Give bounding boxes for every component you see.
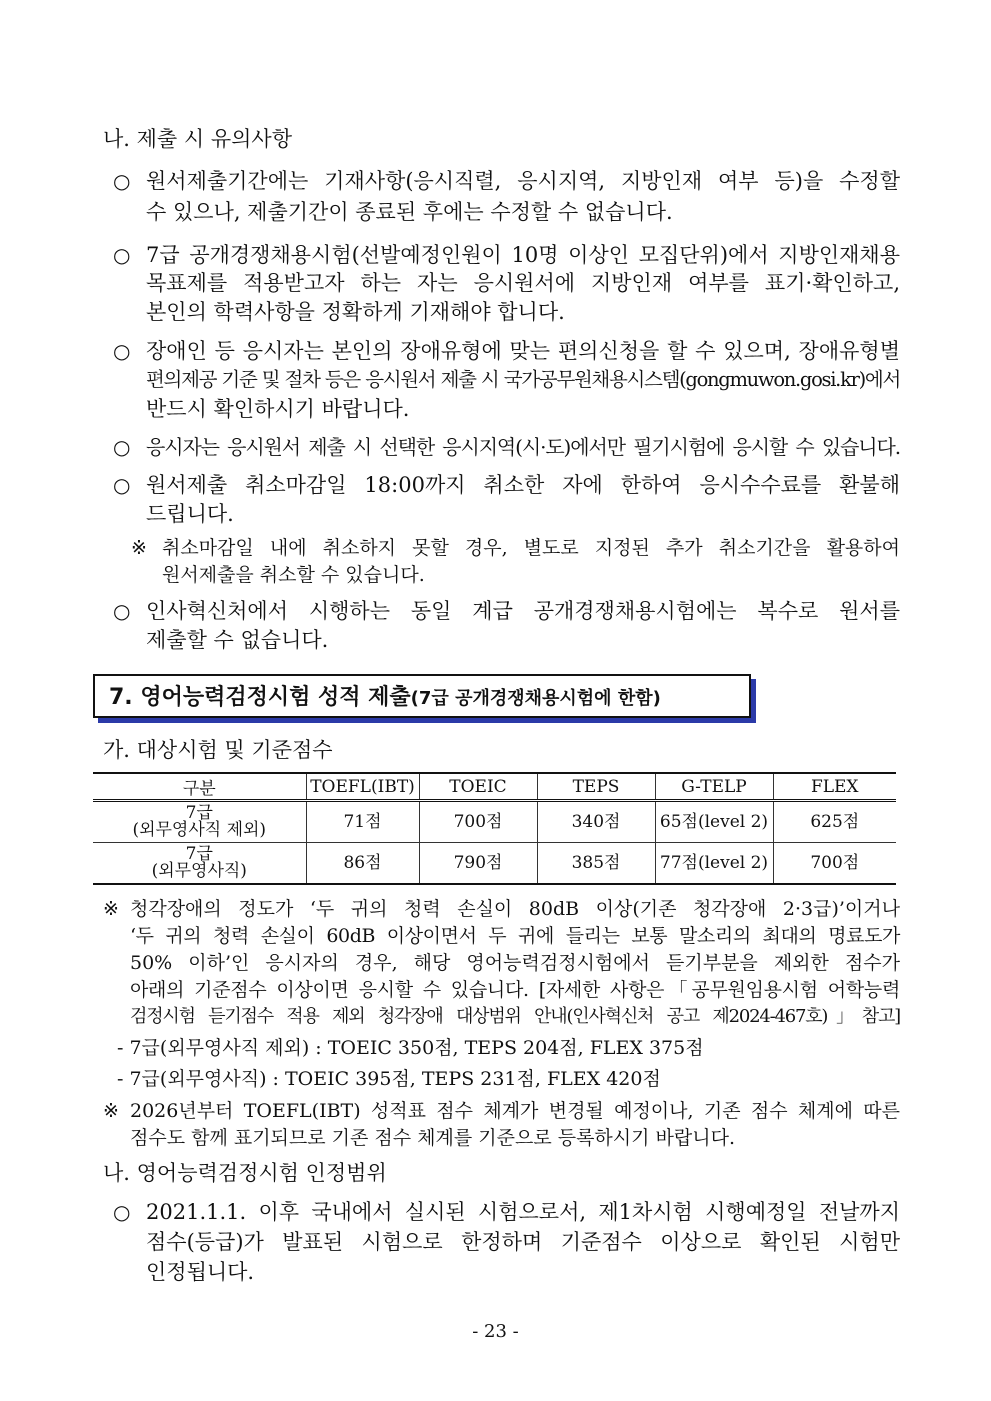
row-label: 7급 (외무영사직) [93, 843, 306, 885]
cancel-note-line-1: 취소마감일 내에 취소하지 못할 경우, 별도로 지정된 추가 취소기간을 활용하여 [162, 537, 900, 559]
item-3-line-3: 반드시 확인하시기 바랍니다. [146, 397, 410, 421]
item-2-line-2: 목표제를 적용받고자 하는 자는 응시원서에 지방인재 여부를 표기·확인하고, [146, 271, 900, 295]
bullet-icon: ○ [113, 169, 131, 193]
reference-mark-icon: ※ [131, 537, 147, 559]
cancel-note-line-2: 원서제출을 취소할 수 있습니다. [162, 564, 425, 586]
item-6-line-1: 인사혁신처에서 시행하는 동일 계급 공개경쟁채용시험에는 복수로 원서를 [146, 599, 900, 623]
page-number: - 23 - [472, 1321, 519, 1342]
hearing-note-line-5: 검정시험 듣기점수 적용 제외 청각장애 대상범위 안내(인사혁신처 공고 제2024-467호)」참고] [130, 1006, 900, 1027]
subsection-title-submission-notes: 나. 제출 시 유의사항 [103, 127, 292, 151]
toefl-note-line-2: 점수도 함께 표기되므로 기존 점수 체계를 기준으로 등록하시기 바랍니다. [130, 1127, 735, 1149]
bullet-icon: ○ [113, 435, 131, 459]
criteria-7grade-excl: - 7급(외무영사직 제외) : TOEIC 350점, TEPS 204점, FLEX 375점 [117, 1037, 704, 1059]
table-cell: 790점 [419, 843, 537, 885]
table-cell: 625점 [773, 801, 896, 843]
item-2-line-3: 본인의 학력사항을 정확하게 기재해야 합니다. [146, 300, 565, 324]
column-header: 구분 [93, 773, 306, 801]
table-cell: 65점(level 2) [655, 801, 773, 843]
item-5-line-2: 드립니다. [146, 502, 234, 526]
scope-line-2: 점수(등급)가 발표된 시험으로 한정하며 기준점수 이상으로 확인된 시험만 [146, 1230, 900, 1254]
bullet-icon: ○ [113, 473, 131, 497]
bullet-icon: ○ [113, 1200, 131, 1224]
column-header: FLEX [773, 773, 896, 801]
table-header-row [93, 773, 896, 801]
item-4-line-1: 응시자는 응시원서 제출 시 선택한 응시지역(시·도)에서만 필기시험에 응시할 수 있습니다. [146, 435, 900, 459]
column-header: G-TELP [655, 773, 773, 801]
table-cell: 86점 [306, 843, 419, 885]
section-7-heading [93, 674, 751, 718]
table-cell: 385점 [537, 843, 655, 885]
table-row [93, 801, 896, 843]
table-row [93, 843, 896, 885]
table-cell: 700점 [419, 801, 537, 843]
column-header: TEPS [537, 773, 655, 801]
criteria-7grade-foreign: - 7급(외무영사직) : TOEIC 395점, TEPS 231점, FLEX 420점 [117, 1068, 661, 1090]
table-cell: 71점 [306, 801, 419, 843]
table-cell: 700점 [773, 843, 896, 885]
subsection-title-target-tests: 가. 대상시험 및 기준점수 [103, 738, 333, 762]
section-7-subtitle: (7급 공개경쟁채용시험에 한함) [410, 688, 661, 709]
bullet-icon: ○ [113, 599, 131, 623]
bullet-icon: ○ [113, 243, 131, 267]
score-table [93, 772, 896, 885]
bullet-icon: ○ [113, 339, 131, 363]
scope-line-1: 2021.1.1. 이후 국내에서 실시된 시험으로서, 제1차시험 시행예정일 전날까지 [146, 1200, 900, 1224]
item-5-line-1: 원서제출 취소마감일 18:00까지 취소한 자에 한하여 응시수수료를 환불해 [146, 473, 900, 497]
reference-mark-icon: ※ [103, 1100, 119, 1122]
item-2-line-1: 7급 공개경쟁채용시험(선발예정인원이 10명 이상인 모집단위)에서 지방인재채용 [146, 243, 900, 267]
column-header: TOEIC [419, 773, 537, 801]
row-label: 7급 (외무영사직 제외) [93, 801, 306, 843]
item-6-line-2: 제출할 수 없습니다. [146, 628, 329, 652]
item-1-line-1: 원서제출기간에는 기재사항(응시직렬, 응시지역, 지방인재 여부 등)을 수정할 [146, 169, 900, 193]
section-7-title: 7. 영어능력검정시험 성적 제출 [109, 685, 411, 710]
item-1-line-2: 수 있으나, 제출기간이 종료된 후에는 수정할 수 없습니다. [146, 200, 673, 224]
hearing-note-line-1: 청각장애의 정도가 ‘두 귀의 청력 손실이 80dB 이상(기존 청각장애 2·3급)’이거나 [130, 898, 900, 920]
hearing-note-line-4: 아래의 기준점수 이상이면 응시할 수 있습니다. [자세한 사항은「공무원임용시험 어학능력 [130, 979, 900, 1001]
subsection-title-recognition-scope: 나. 영어능력검정시험 인정범위 [103, 1161, 387, 1185]
scope-line-3: 인정됩니다. [146, 1260, 255, 1284]
item-3-line-2: 편의제공 기준 및 절차 등은 응시원서 제출 시 국가공무원채용시스템(gongmuwon.gosi.kr)에서 [146, 368, 900, 391]
toefl-note-line-1: 2026년부터 TOEFL(IBT) 성적표 점수 체계가 변경될 예정이나, 기존 점수 체계에 따른 [130, 1100, 900, 1122]
hearing-note-line-3: 50% 이하’인 응시자의 경우, 해당 영어능력검정시험에서 듣기부분을 제외한 점수가 [130, 952, 900, 974]
item-3-line-1: 장애인 등 응시자는 본인의 장애유형에 맞는 편의신청을 할 수 있으며, 장애유형별 [146, 339, 900, 363]
reference-mark-icon: ※ [103, 898, 119, 920]
column-header: TOEFL(IBT) [306, 773, 419, 801]
table-cell: 77점(level 2) [655, 843, 773, 885]
hearing-note-line-2: ‘두 귀의 청력 손실이 60dB 이상이면서 두 귀에 들리는 보통 말소리의 최대의 명료도가 [130, 925, 900, 947]
table-cell: 340점 [537, 801, 655, 843]
